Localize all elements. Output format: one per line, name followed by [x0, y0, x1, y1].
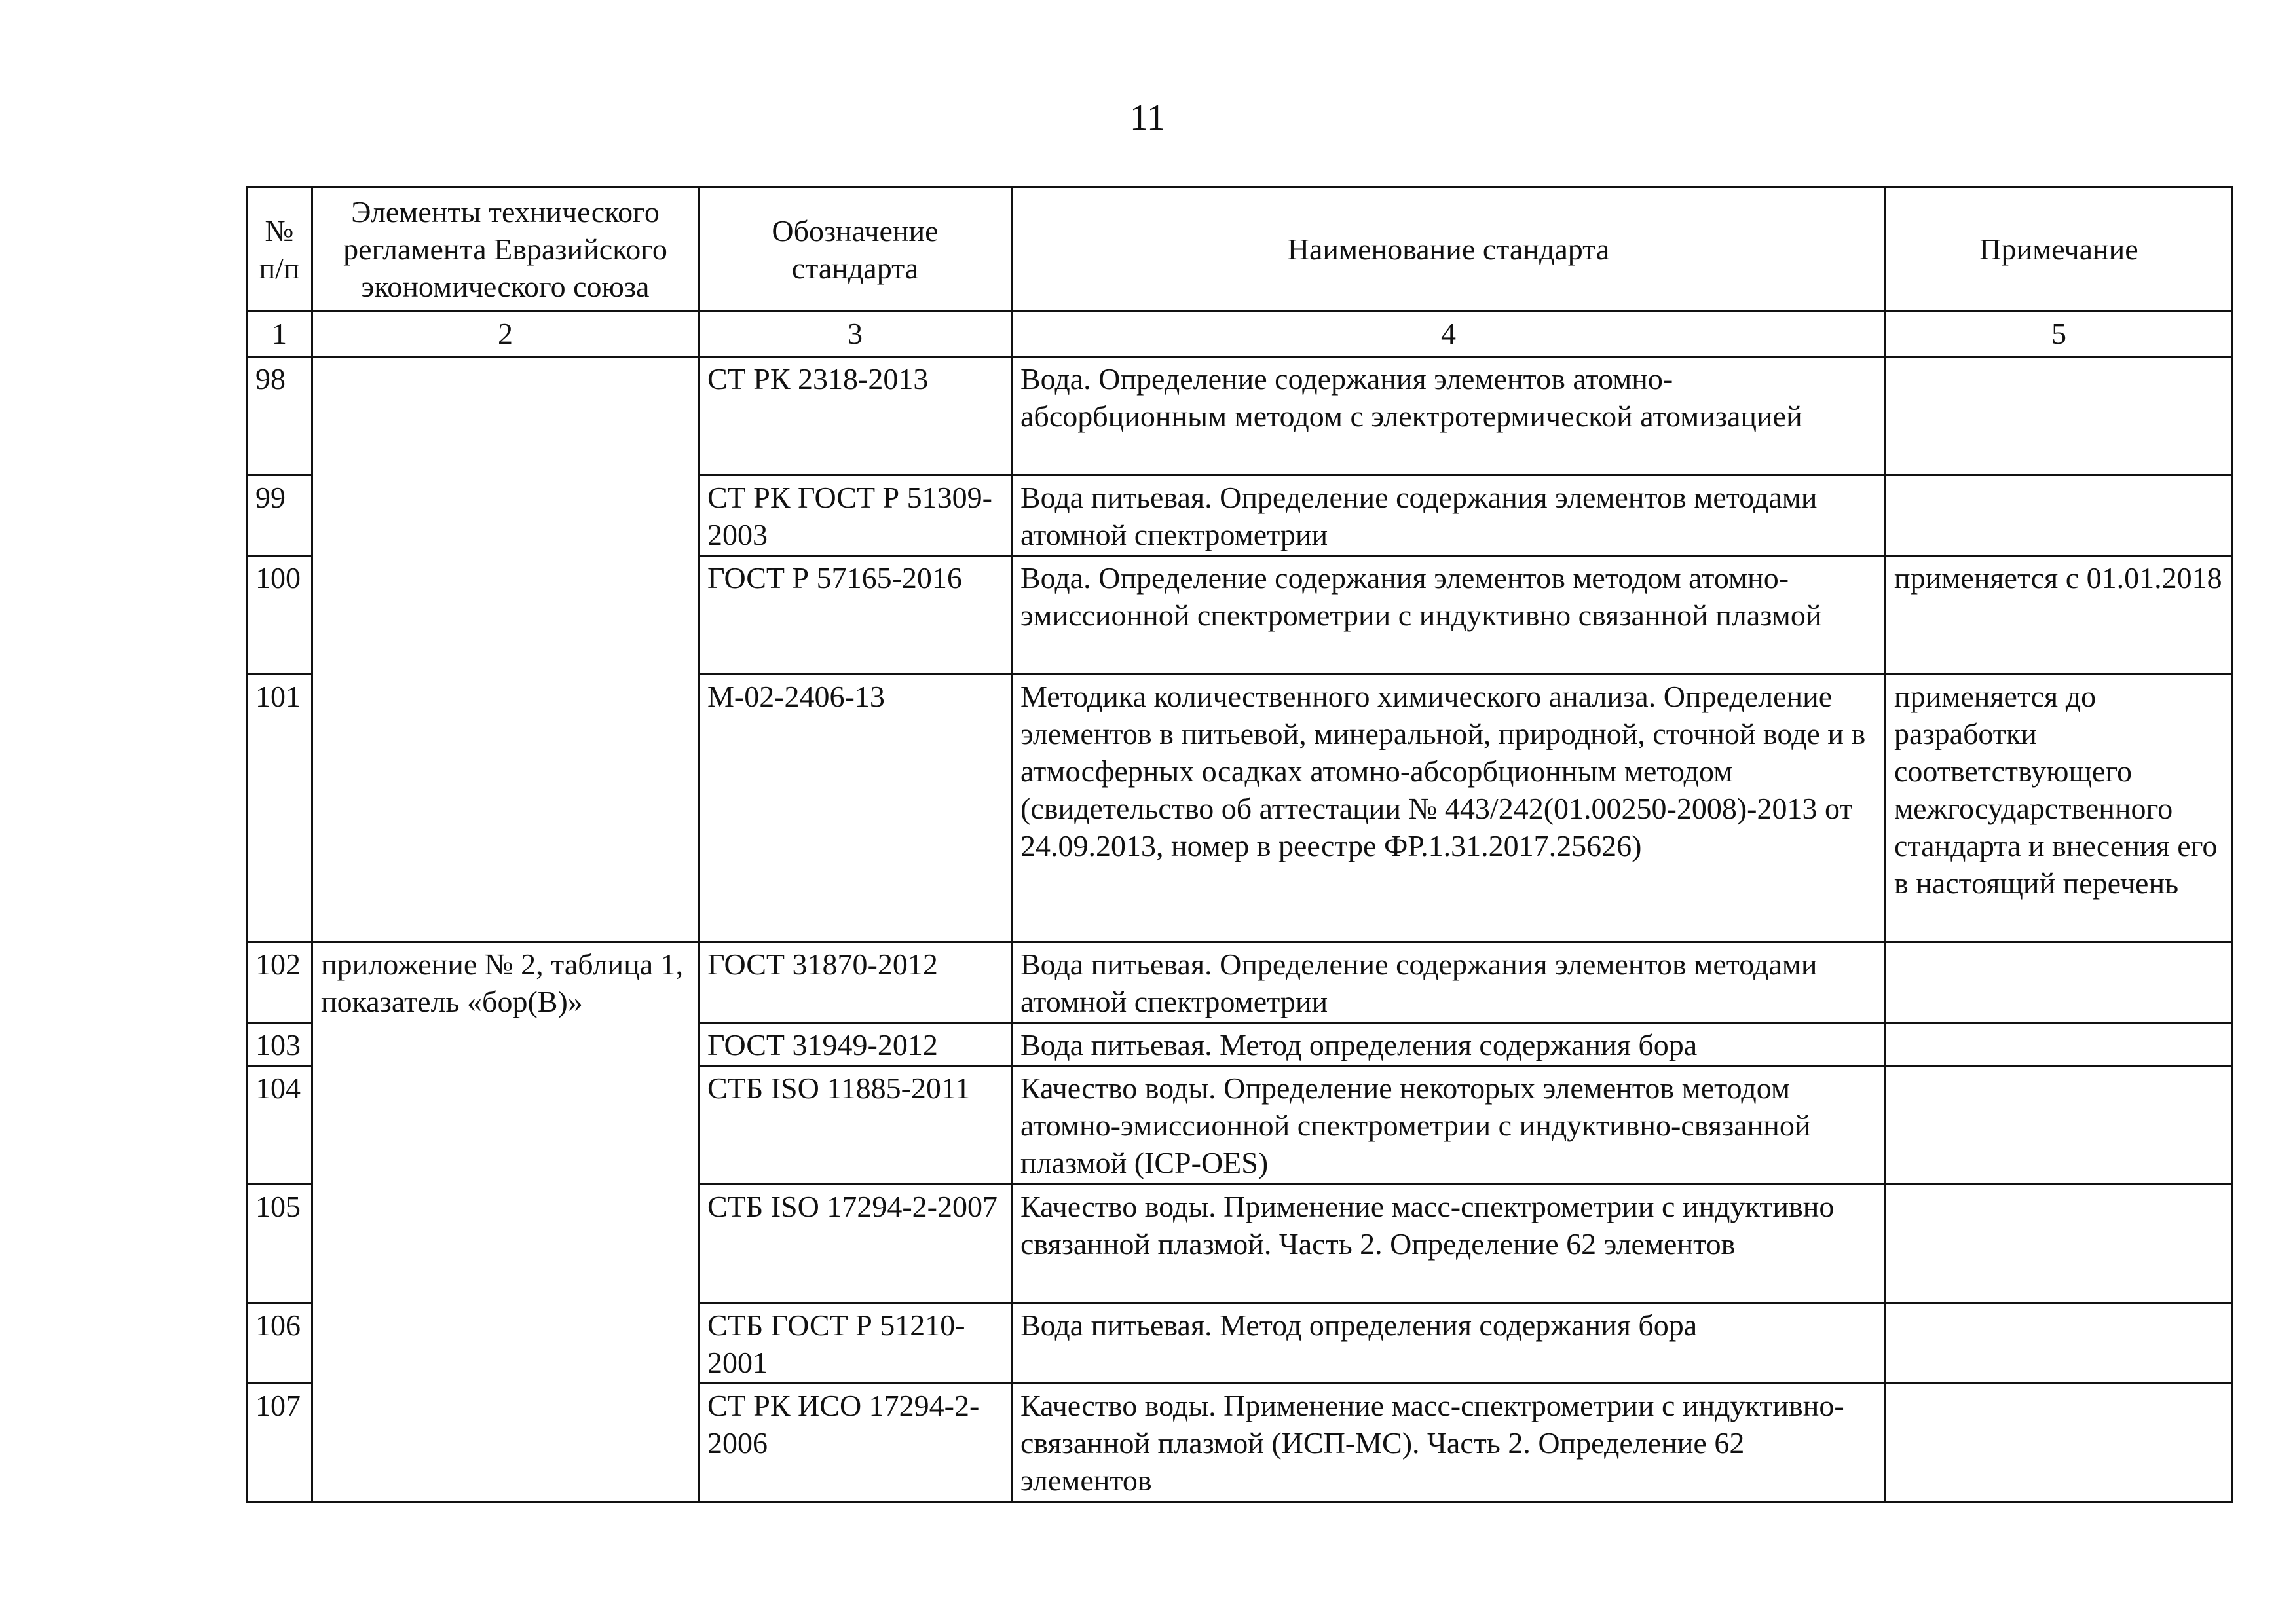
page-number: 11: [1130, 98, 1165, 138]
column-index: 5: [1886, 312, 2233, 357]
column-index: 4: [1012, 312, 1886, 357]
standard-name: Качество воды. Применение масс-спектрометрии с индуктивно связанной плазмой. Часть 2. Определение 62 элементов: [1012, 1185, 1886, 1303]
standard-designation: СТБ ISO 11885-2011: [699, 1066, 1012, 1185]
header-note: Примечание: [1886, 187, 2233, 312]
header-element: Элементы технического регламента Евразийского экономического союза: [312, 187, 699, 312]
column-index-row: [247, 312, 2233, 357]
standard-note: [1886, 1384, 2233, 1502]
standard-designation: ГОСТ 31870-2012: [699, 942, 1012, 1023]
standard-name: Качество воды. Применение масс-спектрометрии с индуктивно-связанной плазмой (ИСП-МС). Часть 2. Определение 62 элементов: [1012, 1384, 1886, 1502]
element-group-cell: приложение № 2, таблица 1, показатель «бор(В)»: [312, 942, 699, 1502]
standard-note: [1886, 475, 2233, 556]
row-number: 100: [247, 556, 312, 674]
standard-designation: СТ РК ИСО 17294-2-2006: [699, 1384, 1012, 1502]
standard-note: [1886, 1023, 2233, 1066]
header-number: № п/п: [247, 187, 312, 312]
row-number: 98: [247, 357, 312, 475]
standard-note: [1886, 1066, 2233, 1185]
standard-name: Методика количественного химического анализа. Определение элементов в питьевой, минеральной, природной, сточной воде и в атмосферных осадках атомно-абсорбционным методом (свидетельство об аттестации № 443/242(01.00250-2008)-2013 от 24.09.2013, номер в реестре ФР.1.31.2017.25626): [1012, 674, 1886, 942]
table-row: [247, 942, 2233, 1023]
standard-name: Вода питьевая. Метод определения содержания бора: [1012, 1303, 1886, 1384]
row-number: 106: [247, 1303, 312, 1384]
standard-designation: СТБ ГОСТ Р 51210-2001: [699, 1303, 1012, 1384]
row-number: 99: [247, 475, 312, 556]
standard-designation: ГОСТ Р 57165-2016: [699, 556, 1012, 674]
standard-name: Вода. Определение содержания элементов атомно-абсорбционным методом с электротермической атомизацией: [1012, 357, 1886, 475]
standard-name: Вода питьевая. Определение содержания элементов методами атомной спектрометрии: [1012, 942, 1886, 1023]
standard-designation: СТ РК 2318-2013: [699, 357, 1012, 475]
standards-table: [246, 186, 2233, 1503]
standard-designation: СТ РК ГОСТ Р 51309-2003: [699, 475, 1012, 556]
header-standard-name: Наименование стандарта: [1012, 187, 1886, 312]
row-number: 103: [247, 1023, 312, 1066]
table-header-row: [247, 187, 2233, 312]
column-index: 2: [312, 312, 699, 357]
standard-designation: СТБ ISO 17294-2-2007: [699, 1185, 1012, 1303]
standard-note: применяется с 01.01.2018: [1886, 556, 2233, 674]
standard-name: Вода. Определение содержания элементов методом атомно-эмиссионной спектрометрии с индуктивно связанной плазмой: [1012, 556, 1886, 674]
row-number: 104: [247, 1066, 312, 1185]
standard-note: [1886, 1303, 2233, 1384]
table-row: [247, 357, 2233, 475]
header-designation: Обозначение стандарта: [699, 187, 1012, 312]
standard-designation: ГОСТ 31949-2012: [699, 1023, 1012, 1066]
standard-name: Вода питьевая. Метод определения содержания бора: [1012, 1023, 1886, 1066]
row-number: 107: [247, 1384, 312, 1502]
row-number: 101: [247, 674, 312, 942]
standard-note: применяется до разработки соответствующего межгосударственного стандарта и внесения его в настоящий перечень: [1886, 674, 2233, 942]
standard-name: Качество воды. Определение некоторых элементов методом атомно-эмиссионной спектрометрии с индуктивно-связанной плазмой (ICP-OES): [1012, 1066, 1886, 1185]
column-index: 1: [247, 312, 312, 357]
column-index: 3: [699, 312, 1012, 357]
standard-designation: М-02-2406-13: [699, 674, 1012, 942]
standard-note: [1886, 1185, 2233, 1303]
standard-note: [1886, 942, 2233, 1023]
row-number: 102: [247, 942, 312, 1023]
standard-name: Вода питьевая. Определение содержания элементов методами атомной спектрометрии: [1012, 475, 1886, 556]
element-cell-empty: [312, 357, 699, 942]
row-number: 105: [247, 1185, 312, 1303]
standard-note: [1886, 357, 2233, 475]
